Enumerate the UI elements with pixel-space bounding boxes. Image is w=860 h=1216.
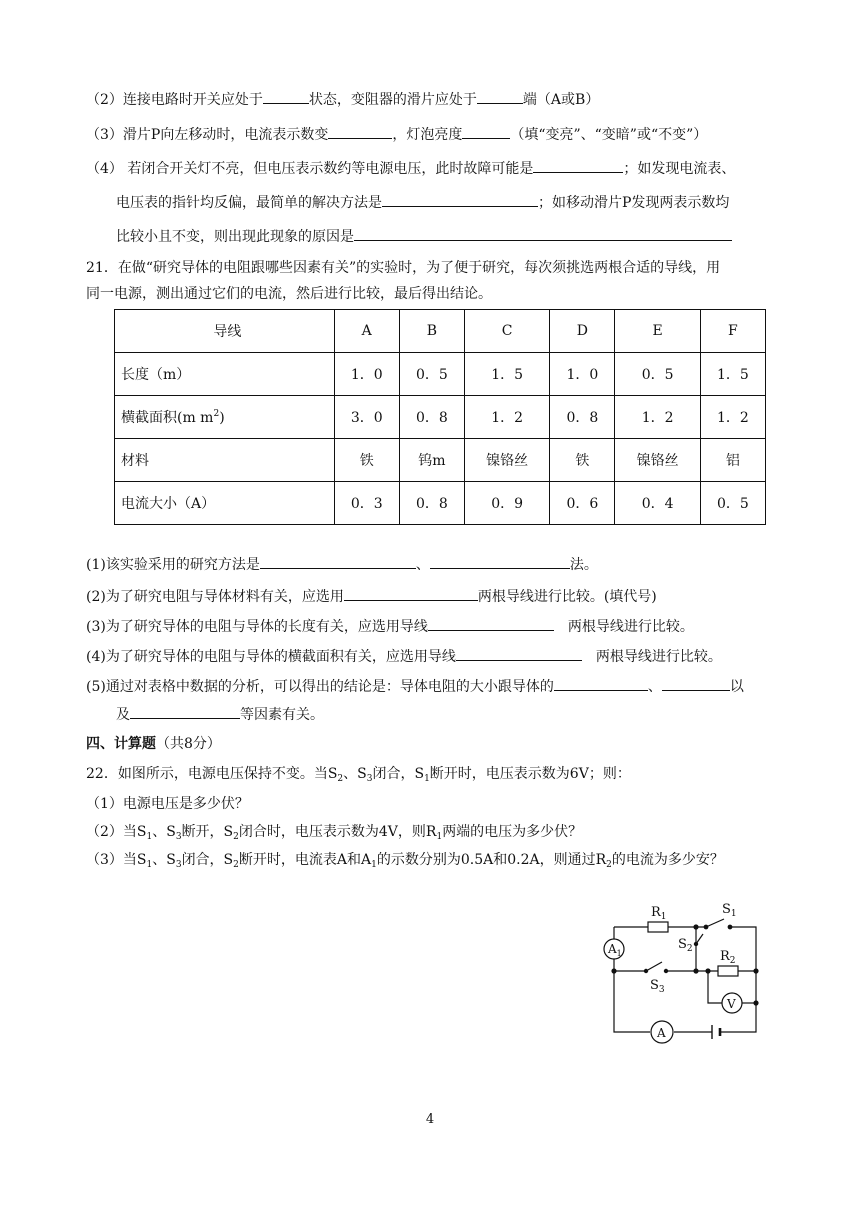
table-cell: 1．2 [700,396,765,439]
q20-part2: （2）连接电路时开关应处于 状态，变阻器的滑片应处于 端（A或B） [86,89,599,110]
table-row [115,396,766,439]
answer-blank[interactable] [533,158,623,173]
table-cell: 镍铬丝 [615,439,700,482]
answer-blank[interactable] [430,554,570,569]
q22-intro: 22．如图所示，电源电压保持不变。当$S_2$、$S_3$闭合，$S_1$断开时，电压表示数为6V；则： [86,766,631,784]
q20-part3: （3）滑片P向左移动时，电流表示数变 ，灯泡亮度 （填“变亮”、“变暗”或“不变”） [86,124,707,145]
table-cell: 1．5 [464,353,549,396]
switch-s3-lever [646,962,662,971]
table-cell: 0．4 [615,482,700,525]
resistor-r2 [718,966,738,976]
answer-blank[interactable] [328,124,392,139]
label-r2: $R_2$ [720,949,736,966]
table-cell: 1．2 [464,396,549,439]
q21-sub5: (5)通过对表格中数据的分析，可以得出的结论是：导体电阻的大小跟导体的 、 以 [86,676,744,697]
wire-data-table [114,309,766,525]
answer-blank[interactable] [428,616,554,631]
row-label: 电流大小（A） [115,482,335,525]
q21-sub5-line2: 及 等因素有关。 [116,704,324,725]
table-cell: 镍铬丝 [464,439,549,482]
row-label: 长度（m） [115,353,335,396]
answer-blank[interactable] [260,554,416,569]
table-header-cell: 导线 [115,310,335,353]
answer-blank[interactable] [456,646,582,661]
junction-node [754,969,758,973]
label-a: A [657,1026,666,1040]
table-row [115,353,766,396]
table-cell: 铝 [700,439,765,482]
answer-blank[interactable] [382,192,538,207]
table-cell: 0．8 [550,396,615,439]
q21-sub3: (3)为了研究导体的电阻与导体的长度有关，应选用导线 两根导线进行比较。 [86,616,694,637]
page-number: 4 [425,1112,435,1127]
label-s3: $S_3$ [650,978,665,995]
table-cell: 铁 [334,439,399,482]
table-header-cell: E [615,310,700,353]
table-cell: 1．0 [334,353,399,396]
table-cell: 1．0 [550,353,615,396]
table-row [115,482,766,525]
q22-part2: （2）当$S_1$、$S_3$断开，$S_2$闭合时，电压表示数为4V，则$R_1$两端的电压为多少伏？ [86,824,583,842]
label-r1: $R_1$ [651,905,667,922]
junction-node [612,969,616,973]
switch-s1-contact [728,925,732,929]
answer-blank[interactable] [263,89,309,104]
answer-blank[interactable] [130,704,240,719]
table-cell: 0．3 [334,482,399,525]
q22-part3: （3）当$S_1$、$S_3$闭合，$S_2$断开时，电流表A和$A_1$的示数分别为0.5A和0.2A，则通过$R_2$的电流为多少安？ [86,852,724,870]
q20-part4: （4） 若闭合开关灯不亮，但电压表示数约等电源电压，此时故障可能是 ；如发现电流表、 [86,158,735,179]
table-header-cell: C [464,310,549,353]
row-label: 材料 [115,439,335,482]
q21-intro-line2: 同一电源，测出通过它们的电流，然后进行比较，最后得出结论。 [86,286,492,302]
table-cell: 1．5 [700,353,765,396]
junction-node [706,969,710,973]
wire [720,927,756,1032]
resistor-r1 [648,922,668,932]
row-label: 横截面积(m $m^2$) [115,396,335,439]
label-v: V [727,997,736,1011]
q21-sub2: (2)为了研究电阻与导体材料有关，应选用 两根导线进行比较。(填代号) [86,586,657,607]
q22-part1: （1）电源电压是多少伏？ [86,796,249,812]
answer-blank[interactable] [462,124,510,139]
junction-node [754,1001,758,1005]
label-a1: $A_1$ [608,942,622,958]
table-cell: 3．0 [334,396,399,439]
table-cell: 0．6 [550,482,615,525]
answer-blank[interactable] [554,676,648,691]
table-cell: 0．9 [464,482,549,525]
switch-s1-lever [706,919,724,927]
table-cell: 0．5 [399,353,464,396]
table-header-row [115,310,766,353]
q21-intro-line1: 21．在做“研究导体的电阻跟哪些因素有关”的实验时，为了便于研究，每次须挑选两根合适的导线，用 [86,260,721,276]
table-row [115,439,766,482]
q20-part4-line3: 比较小且不变，则出现此现象的原因是 [116,226,732,247]
q21-sub1: (1)该实验采用的研究方法是 、 法。 [86,554,598,575]
table-cell: 钨m [399,439,464,482]
circuit-diagram [596,896,776,1046]
section-heading: 四、计算题（共8分） [86,736,221,752]
label-s1: $S_1$ [722,902,737,919]
table-cell: 0．5 [615,353,700,396]
junction-node [694,969,698,973]
table-cell: 0．8 [399,482,464,525]
table-header-cell: B [399,310,464,353]
junction-node [694,925,698,929]
table-cell: 0．5 [700,482,765,525]
answer-blank[interactable] [344,586,478,601]
table-cell: 铁 [550,439,615,482]
q20-part4-line2: 电压表的指针均反偏，最简单的解决方法是 ；如移动滑片P发现两表示数均 [116,192,729,213]
table-cell: 1．2 [615,396,700,439]
q21-sub4: (4)为了研究导体的电阻与导体的横截面积有关，应选用导线 两根导线进行比较。 [86,646,722,667]
table-header-cell: A [334,310,399,353]
table-cell: 0．8 [399,396,464,439]
answer-blank[interactable] [477,89,523,104]
table-header-cell: F [700,310,765,353]
label-s2: $S_2$ [678,937,693,954]
table-header-cell: D [550,310,615,353]
answer-blank[interactable] [662,676,730,691]
answer-blank[interactable] [354,226,732,241]
